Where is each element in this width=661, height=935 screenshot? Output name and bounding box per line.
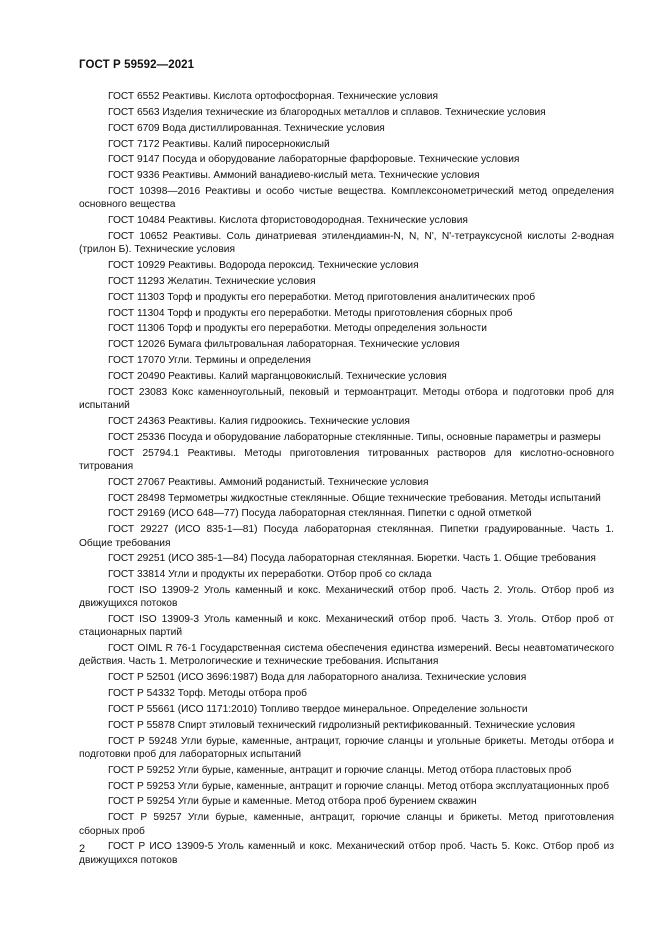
reference-item: ГОСТ 17070 Угли. Термины и определения [108,355,311,367]
reference-item: ГОСТ 6552 Реактивы. Кислота ортофосфорная. Технические условия [108,91,438,102]
reference-item: ГОСТ ISO 13909-2 Уголь каменный и кокс. Механический отбор проб. Часть 2. Уголь. Отбор проб из движущихся потоков [79,585,614,610]
reference-item: ГОСТ 6563 Изделия технические из благородных металлов и сплавов. Технические условия [108,106,546,118]
reference-item: ГОСТ ISO 13909-3 Уголь каменный и кокс. Механический отбор проб. Часть 3. Уголь. Отбор проб от стационарных партий [79,614,614,639]
reference-item: ГОСТ Р ИСО 13909-5 Уголь каменный и кокс. Механический отбор проб. Часть 5. Кокс. Отбор проб из движущихся потоков [79,841,614,866]
reference-item: ГОСТ 9336 Реактивы. Аммоний ванадиево-кислый мета. Технические условия [108,170,480,182]
reference-item: ГОСТ Р 55661 (ИСО 1171:2010) Топливо твердое минеральное. Определение зольности [108,704,528,715]
reference-item: ГОСТ 28498 Термометры жидкостные стеклянные. Общие технические требования. Методы испытаний [108,492,601,504]
reference-item: ГОСТ 20490 Реактивы. Калий марганцовокислый. Технические условия [108,371,447,382]
reference-item: ГОСТ 11303 Торф и продукты его переработки. Метод приготовления аналитических проб [108,291,536,303]
reference-item: ГОСТ Р 59253 Угли бурые, каменные, антрацит и горючие сланцы. Метод отбора эксплуатационных проб [108,780,610,792]
reference-item: ГОСТ 10484 Реактивы. Кислота фтористоводородная. Технические условия [108,215,468,227]
reference-item: ГОСТ 11306 Торф и продукты его переработки. Методы определения зольности [108,323,487,335]
reference-item: ГОСТ 27067 Реактивы. Аммоний роданистый. Технические условия [108,476,429,488]
reference-item: ГОСТ Р 55878 Спирт этиловый технический гидролизный ректификованный. Технические условия [108,719,576,731]
reference-item: ГОСТ Р 54332 Торф. Методы отбора проб [108,688,307,700]
reference-item: ГОСТ 10652 Реактивы. Соль динатриевая этилендиамин-N, N, N', N'-тетрауксусной кислоты 2-водная (трилон Б). Технические условия [79,231,614,256]
reference-item: ГОСТ Р 52501 (ИСО 3696:1987) Вода для лабораторного анализа. Технические условия [108,672,527,684]
normative-references-list [79,90,614,870]
page-number: 2 [79,843,86,855]
reference-item: ГОСТ Р 59248 Угли бурые, каменные, антрацит, горючие сланцы и угольные брикеты. Методы отбора и подготовки проб для лабораторных испытаний [79,735,614,760]
reference-item: ГОСТ 12026 Бумага фильтровальная лабораторная. Технические условия [108,339,460,351]
reference-item: ГОСТ Р 59254 Угли бурые и каменные. Метод отбора проб бурением скважин [108,796,477,808]
reference-item: ГОСТ 7172 Реактивы. Калий пиросернокислый [108,138,330,150]
document-header: ГОСТ Р 59592—2021 [79,59,195,71]
reference-item: ГОСТ 10929 Реактивы. Водорода пероксид. Технические условия [108,260,419,272]
reference-item: ГОСТ Р 59257 Угли бурые, каменные, антрацит, горючие сланцы и брикеты. Метод приготовления сборных проб [79,812,614,837]
reference-item: ГОСТ 11293 Желатин. Технические условия [108,275,316,287]
reference-item: ГОСТ 29251 (ИСО 385-1—84) Посуда лабораторная стеклянная. Бюретки. Часть 1. Общие требования [108,553,596,565]
reference-item: ГОСТ 25794.1 Реактивы. Методы приготовления титрованных растворов для кислотно-основного титрования [79,447,614,472]
reference-item: ГОСТ 9147 Посуда и оборудование лабораторные фарфоровые. Технические условия [108,154,520,166]
reference-item: ГОСТ 29169 (ИСО 648—77) Посуда лабораторная стеклянная. Пипетки с одной отметкой [108,508,532,520]
reference-item: ГОСТ 29227 (ИСО 835-1—81) Посуда лабораторная стеклянная. Пипетки градуированные. Часть 1. Общие требования [79,524,614,549]
reference-item: ГОСТ 11304 Торф и продукты его переработки. Методы приготовления сборных проб [108,307,513,319]
reference-item: ГОСТ 33814 Угли и продукты их переработки. Отбор проб со склада [108,569,432,581]
reference-item: ГОСТ 23083 Кокс каменноугольный, пековый и термоантрацит. Методы отбора и подготовки проб для испытаний [79,386,614,412]
reference-item: ГОСТ OIML R 76-1 Государственная система обеспечения единства измерений. Весы неавтоматического действия. Часть 1. Метрологические и технические требования. Испытания [79,643,614,668]
reference-item: ГОСТ Р 59252 Угли бурые, каменные, антрацит и горючие сланцы. Метод отбора пластовых проб [108,764,572,776]
reference-item: ГОСТ 24363 Реактивы. Калия гидроокись. Технические условия [108,415,410,427]
reference-item: ГОСТ 6709 Вода дистиллированная. Технические условия [108,122,385,134]
reference-item: ГОСТ 25336 Посуда и оборудование лабораторные стеклянные. Типы, основные параметры и размеры [108,431,601,443]
reference-item: ГОСТ 10398—2016 Реактивы и особо чистые вещества. Комплексонометрический метод определения основного вещества [79,186,614,211]
